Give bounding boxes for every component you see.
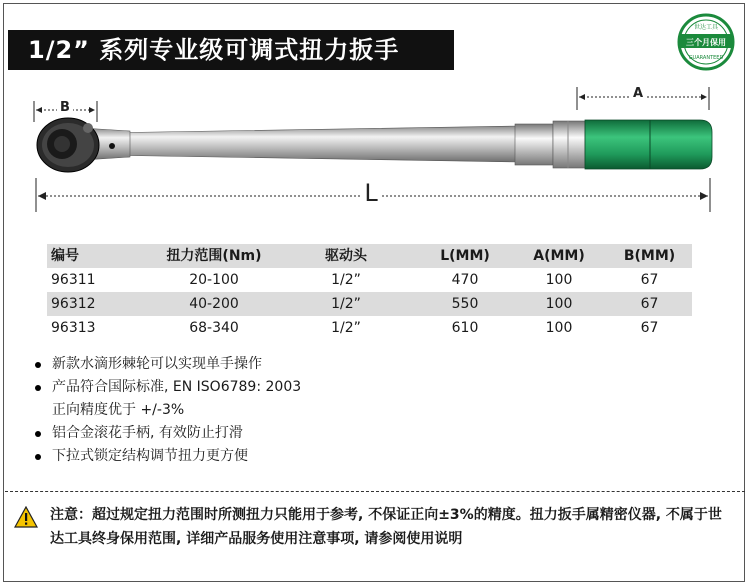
header-cell: A(MM) — [533, 248, 585, 264]
badge-arc-text: 世达工具 — [693, 24, 719, 31]
bullet-icon — [35, 454, 41, 460]
notice-text: 注意：超过规定扭力范围时所测扭力只能用于参考, 不保证正向±3%的精度。扭力扳手属精密仪器, 不属于世达工具终身保用范围, 详细产品服务使用注意事项, 请参阅使用说明 — [50, 507, 722, 547]
table-cell: 100 — [545, 296, 573, 312]
torque-wrench-image — [0, 80, 750, 220]
table-cell: 610 — [451, 320, 479, 336]
warning-icon — [14, 506, 38, 528]
feature-text: 产品符合国际标准, EN ISO6789: 2003 — [52, 379, 302, 395]
table-cell: 67 — [640, 320, 659, 336]
table-row — [47, 316, 692, 340]
table-cell: 96312 — [51, 296, 96, 312]
table-cell: 67 — [640, 272, 659, 288]
header-cell: 驱动头 — [325, 248, 367, 264]
feature-item — [33, 353, 633, 376]
feature-item — [33, 422, 633, 445]
table-cell: 100 — [545, 320, 573, 336]
table-cell: 96313 — [51, 320, 96, 336]
feature-text: 铝合金滚花手柄, 有效防止打滑 — [52, 425, 243, 441]
table-cell: 1/2” — [331, 296, 361, 312]
dimension-a — [577, 86, 709, 110]
table-cell: 100 — [545, 272, 573, 288]
notice-box — [14, 503, 734, 551]
bullet-icon — [35, 362, 41, 368]
table-cell: 68-340 — [189, 320, 239, 336]
table-row — [47, 292, 692, 316]
table-cell: 20-100 — [189, 272, 239, 288]
table-cell: 40-200 — [189, 296, 239, 312]
table-cell: 67 — [640, 296, 659, 312]
feature-subtext: 正向精度优于 +/-3% — [52, 402, 185, 418]
feature-text: 下拉式锁定结构调节扭力更方便 — [52, 448, 248, 464]
wrench-body — [37, 118, 712, 172]
guarantee-badge — [676, 12, 736, 72]
table-cell: 550 — [451, 296, 479, 312]
table-cell: 1/2” — [331, 320, 361, 336]
spec-table — [47, 244, 692, 340]
feature-text: 新款水滴形棘轮可以实现单手操作 — [52, 356, 262, 372]
table-cell: 470 — [451, 272, 479, 288]
table-row — [47, 268, 692, 292]
feature-list — [33, 353, 633, 468]
section-divider — [5, 491, 745, 492]
header-cell: 编号 — [51, 248, 79, 264]
table-cell: 1/2” — [331, 272, 361, 288]
dimension-a-label: A — [632, 86, 644, 101]
badge-top-text: 三个月保用 — [686, 38, 726, 47]
feature-item — [33, 376, 633, 422]
table-cell: 96311 — [51, 272, 96, 288]
bullet-icon — [35, 385, 41, 391]
page-title: 1/2” 系列专业级可调式扭力扳手 — [8, 30, 454, 70]
feature-item — [33, 445, 633, 468]
dimension-l — [36, 178, 710, 212]
badge-bottom-text: GUARANTEED — [688, 55, 724, 61]
dimension-l-label: L — [364, 179, 378, 207]
table-header-row — [47, 244, 692, 268]
header-cell: B(MM) — [623, 248, 676, 264]
header-cell: L(MM) — [440, 248, 490, 264]
header-cell: 扭力范围(Nm) — [166, 248, 262, 264]
bullet-icon — [35, 431, 41, 437]
dimension-b-label: B — [60, 100, 70, 115]
